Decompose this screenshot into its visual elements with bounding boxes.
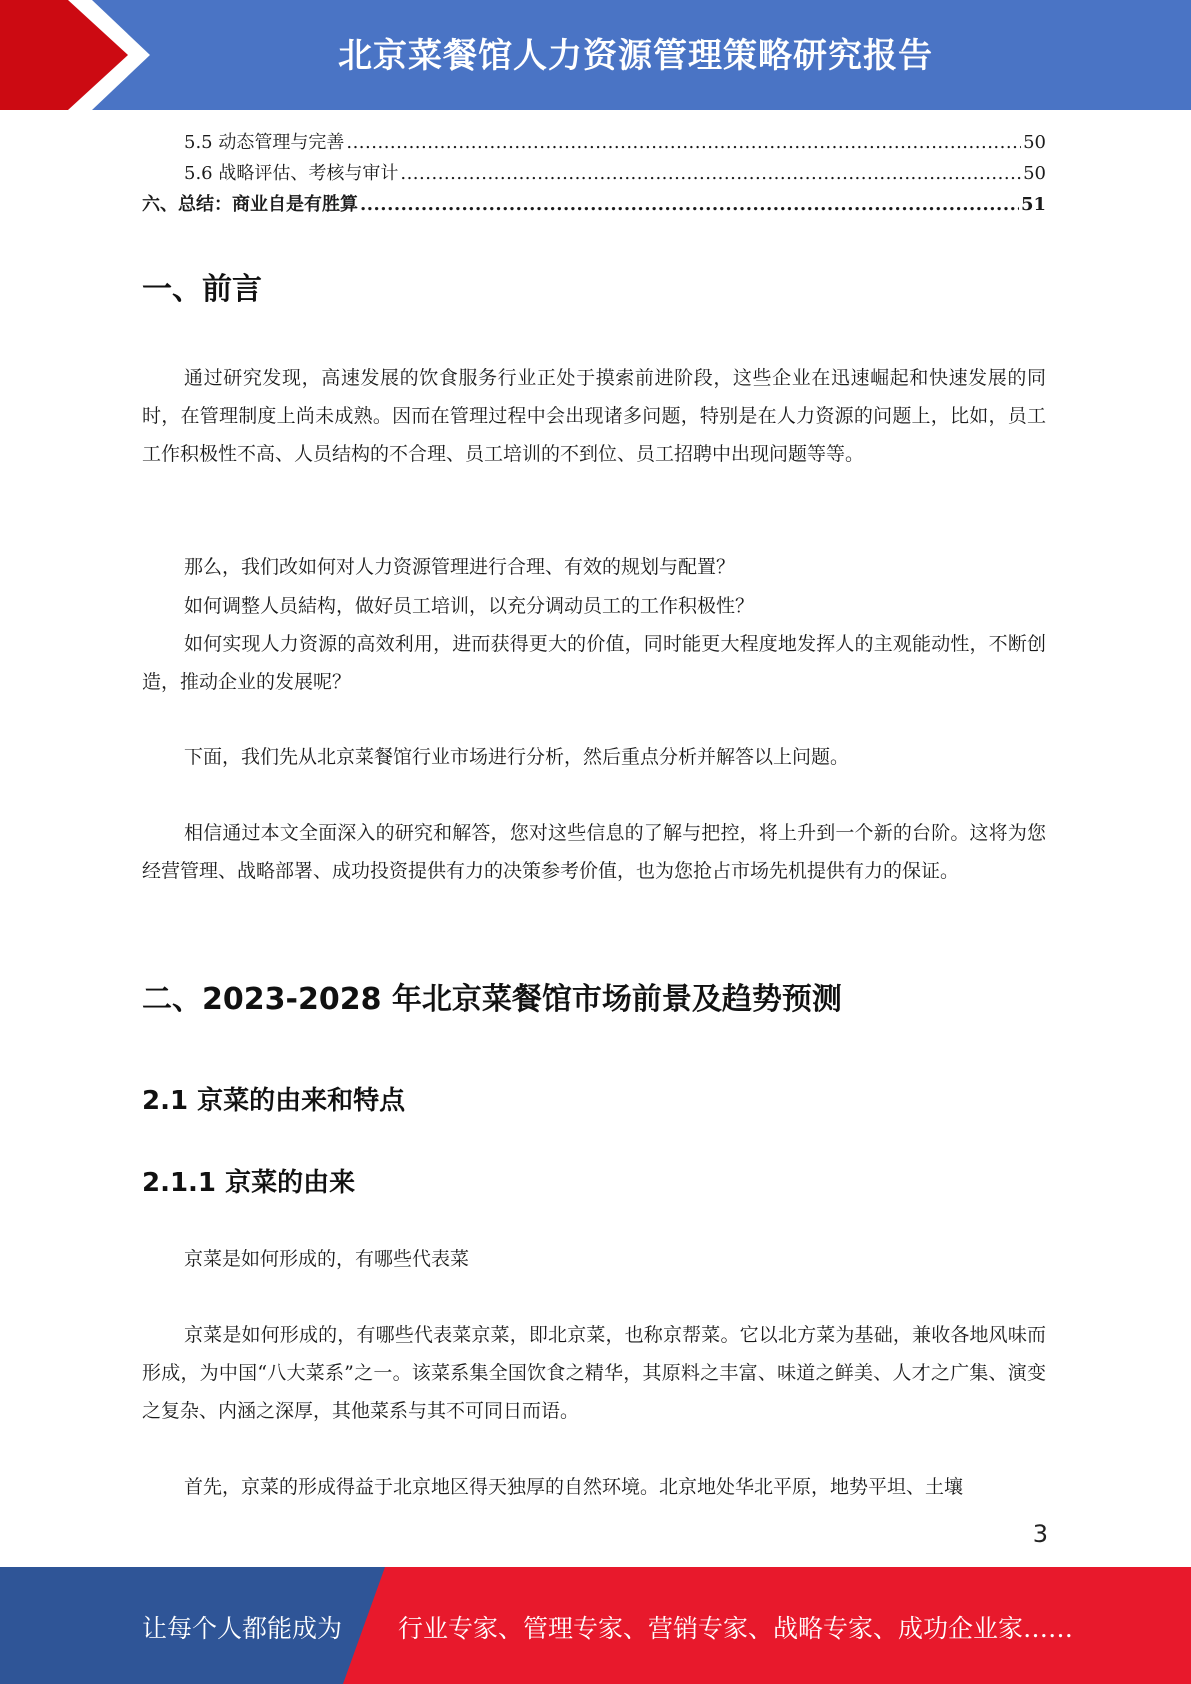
toc-entry-label: 5.6 战略评估、考核与审计 [184, 163, 399, 184]
toc-entry-label: 5.5 动态管理与完善 [184, 132, 345, 153]
toc-leader-dots [400, 159, 1021, 189]
paragraph: 如何实现人力资源的高效利用，进而获得更大的价值，同时能更大程度地发挥人的主观能动性，不断创造，推动企业的发展呢？ [142, 633, 1046, 693]
toc-entry-page: 50 [1023, 163, 1046, 184]
footer-slogan-left: 让每个人都能成为 [142, 1614, 343, 1643]
report-title: 北京菜餐馆人力资源管理策略研究报告 [338, 36, 933, 76]
paragraph: 下面，我们先从北京菜餐馆行业市场进行分析，然后重点分析并解答以上问题。 [184, 746, 850, 768]
paragraph: 通过研究发现，高速发展的饮食服务行业正处于摸索前进阶段，这些企业在迅速崛起和快速发展的同时，在管理制度上尚未成熟。因而在管理过程中会出现诸多问题，特别是在人力资源的问题上，比如，员工工作积极性不高、人员结构的不合理、员工培训的不到位、员工招聘中出现问题等等。 [142, 367, 1046, 465]
page-number: 3 [1032, 1520, 1048, 1548]
toc-entry[interactable] [142, 128, 1046, 158]
paragraph: 首先，京菜的形成得益于北京地区得天独厚的自然环境。北京地处华北平原，地势平坦、土壤 [184, 1476, 964, 1498]
paragraph: 那么，我们改如何对人力资源管理进行合理、有效的规划与配置？ [184, 556, 736, 578]
subsection-heading: 2.1 京菜的由来和特点 [142, 1086, 406, 1116]
paragraph: 相信通过本文全面深入的研究和解答，您对这些信息的了解与把控，将上升到一个新的台阶。这将为您经营管理、战略部署、成功投资提供有力的决策参考价值，也为您抢占市场先机提供有力的保证。 [142, 822, 1046, 882]
section-heading: 一、前言 [142, 272, 262, 307]
toc-entry-page: 50 [1023, 132, 1046, 153]
footer-slogan-right: 行业专家、管理专家、营销专家、战略专家、成功企业家…… [398, 1614, 1074, 1643]
paragraph: 京菜是如何形成的，有哪些代表菜 [184, 1248, 470, 1270]
page-footer [0, 1567, 1191, 1684]
toc-leader-dots [346, 128, 1021, 158]
toc-entry[interactable] [142, 159, 1046, 189]
toc-entry[interactable] [142, 190, 1046, 220]
subsection-heading: 2.1.1 京菜的由来 [142, 1168, 356, 1198]
page-header [0, 0, 1191, 110]
toc-leader-dots [360, 190, 1019, 220]
paragraph: 京菜是如何形成的，有哪些代表菜京菜，即北京菜，也称京帮菜。它以北方菜为基础，兼收各地风味而形成，为中国“八大菜系”之一。该菜系集全国饮食之精华，其原料之丰富、味道之鲜美、人才之广集、演变之复杂、内涵之深厚，其他菜系与其不可同日而语。 [142, 1324, 1046, 1422]
toc-entry-label: 六、总结：商业自是有胜算 [142, 194, 358, 215]
section-heading: 二、2023-2028 年北京菜餐馆市场前景及趋势预测 [142, 982, 842, 1017]
toc-entry-page: 51 [1020, 194, 1046, 215]
paragraph: 如何调整人员結构，做好员工培训，以充分调动员工的工作积极性？ [184, 595, 755, 617]
